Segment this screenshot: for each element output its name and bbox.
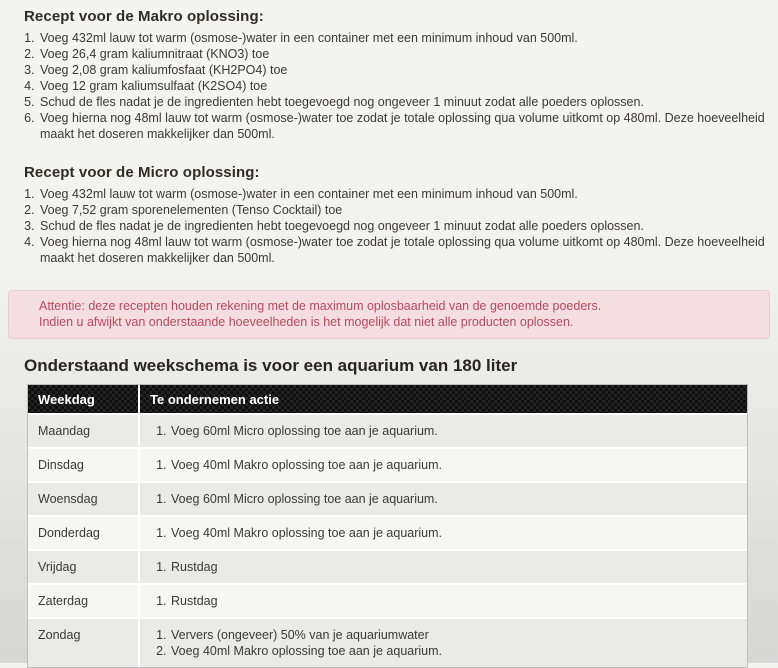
makro-recipe-step: 6. Voeg hierna nog 48ml lauw tot warm (osmose-)water toe zodat je totale oplossing qua volume uitkomt op 480ml. Deze hoeveelheid maakt het doseren makkelijker dan 500ml.	[38, 110, 766, 142]
schedule-table-header	[28, 385, 747, 413]
weekday-cell: Maandag	[28, 413, 140, 447]
action-item: 2. Voeg 40ml Makro oplossing toe aan je aquarium.	[170, 643, 737, 659]
weekday-cell: Zondag	[28, 617, 140, 667]
action-list	[150, 525, 737, 541]
weekday-cell: Zaterdag	[28, 583, 140, 617]
schedule-table-body	[28, 413, 747, 667]
action-item: 1. Voeg 60ml Micro oplossing toe aan je aquarium.	[170, 423, 737, 439]
action-cell	[140, 447, 747, 481]
action-item: 1. Ververs (ongeveer) 50% van je aquariumwater	[170, 627, 737, 643]
makro-recipe-step: 3. Voeg 2,08 gram kaliumfosfaat (KH2PO4) toe	[38, 62, 766, 78]
micro-recipe-step: 3. Schud de fles nadat je de ingredienten hebt toegevoegd nog ongeveer 1 minuut zodat alle poeders oplossen.	[38, 218, 766, 234]
action-item: 1. Rustdag	[170, 559, 737, 575]
action-item: 1. Voeg 40ml Makro oplossing toe aan je aquarium.	[170, 457, 737, 473]
action-item: 1. Rustdag	[170, 593, 737, 609]
action-list	[150, 559, 737, 575]
micro-recipe-step: 1. Voeg 432ml lauw tot warm (osmose-)water in een container met een minimum inhoud van 500ml.	[38, 186, 766, 202]
column-header-weekdag: Weekdag	[28, 385, 140, 413]
action-list	[150, 627, 737, 659]
table-row	[28, 447, 747, 481]
table-row	[28, 481, 747, 515]
makro-recipe-step: 1. Voeg 432ml lauw tot warm (osmose-)water in een container met een minimum inhoud van 500ml.	[38, 30, 766, 46]
table-row	[28, 617, 747, 667]
weekday-cell: Dinsdag	[28, 447, 140, 481]
makro-recipe-step: 2. Voeg 26,4 gram kaliumnitraat (KNO3) toe	[38, 46, 766, 62]
micro-recipe-step: 4. Voeg hierna nog 48ml lauw tot warm (osmose-)water toe zodat je totale oplossing qua volume uitkomt op 480ml. Deze hoeveelheid maakt het doseren makkelijker dan 500ml.	[38, 234, 766, 266]
schedule-heading: Onderstaand weekschema is voor een aquarium van 180 liter	[24, 356, 518, 375]
action-list	[150, 593, 737, 609]
attention-alert-line-2: Indien u afwijkt van onderstaande hoeveelheden is het mogelijk dat niet alle producten oplossen.	[39, 315, 574, 329]
action-list	[150, 457, 737, 473]
action-list	[150, 491, 737, 507]
table-row	[28, 515, 747, 549]
action-cell	[140, 617, 747, 667]
attention-alert-line-1: Attentie: deze recepten houden rekening met de maximum oplosbaarheid van de genoemde poeders.	[39, 299, 602, 313]
makro-recipe-step: 5. Schud de fles nadat je de ingredienten hebt toegevoegd nog ongeveer 1 minuut zodat alle poeders oplossen.	[38, 94, 766, 110]
section-gap	[8, 142, 770, 164]
schedule-table	[27, 384, 748, 668]
table-row	[28, 583, 747, 617]
action-cell	[140, 583, 747, 617]
action-item: 1. Voeg 60ml Micro oplossing toe aan je aquarium.	[170, 491, 737, 507]
weekday-cell: Donderdag	[28, 515, 140, 549]
attention-alert	[8, 290, 770, 339]
makro-recipe-step: 4. Voeg 12 gram kaliumsulfaat (K2SO4) toe	[38, 78, 766, 94]
action-item: 1. Voeg 40ml Makro oplossing toe aan je aquarium.	[170, 525, 737, 541]
micro-recipe-list	[8, 186, 766, 266]
action-cell	[140, 515, 747, 549]
micro-recipe-step: 2. Voeg 7,52 gram sporenelementen (Tenso Cocktail) toe	[38, 202, 766, 218]
action-cell	[140, 549, 747, 583]
action-cell	[140, 413, 747, 447]
makro-recipe-list	[8, 30, 766, 142]
action-list	[150, 423, 737, 439]
makro-recipe-heading: Recept voor de Makro oplossing:	[24, 8, 264, 25]
table-row	[28, 549, 747, 583]
column-header-actie: Te ondernemen actie	[140, 385, 747, 413]
micro-recipe-heading: Recept voor de Micro oplossing:	[24, 164, 260, 181]
weekday-cell: Woensdag	[28, 481, 140, 515]
action-cell	[140, 481, 747, 515]
table-row	[28, 413, 747, 447]
weekday-cell: Vrijdag	[28, 549, 140, 583]
